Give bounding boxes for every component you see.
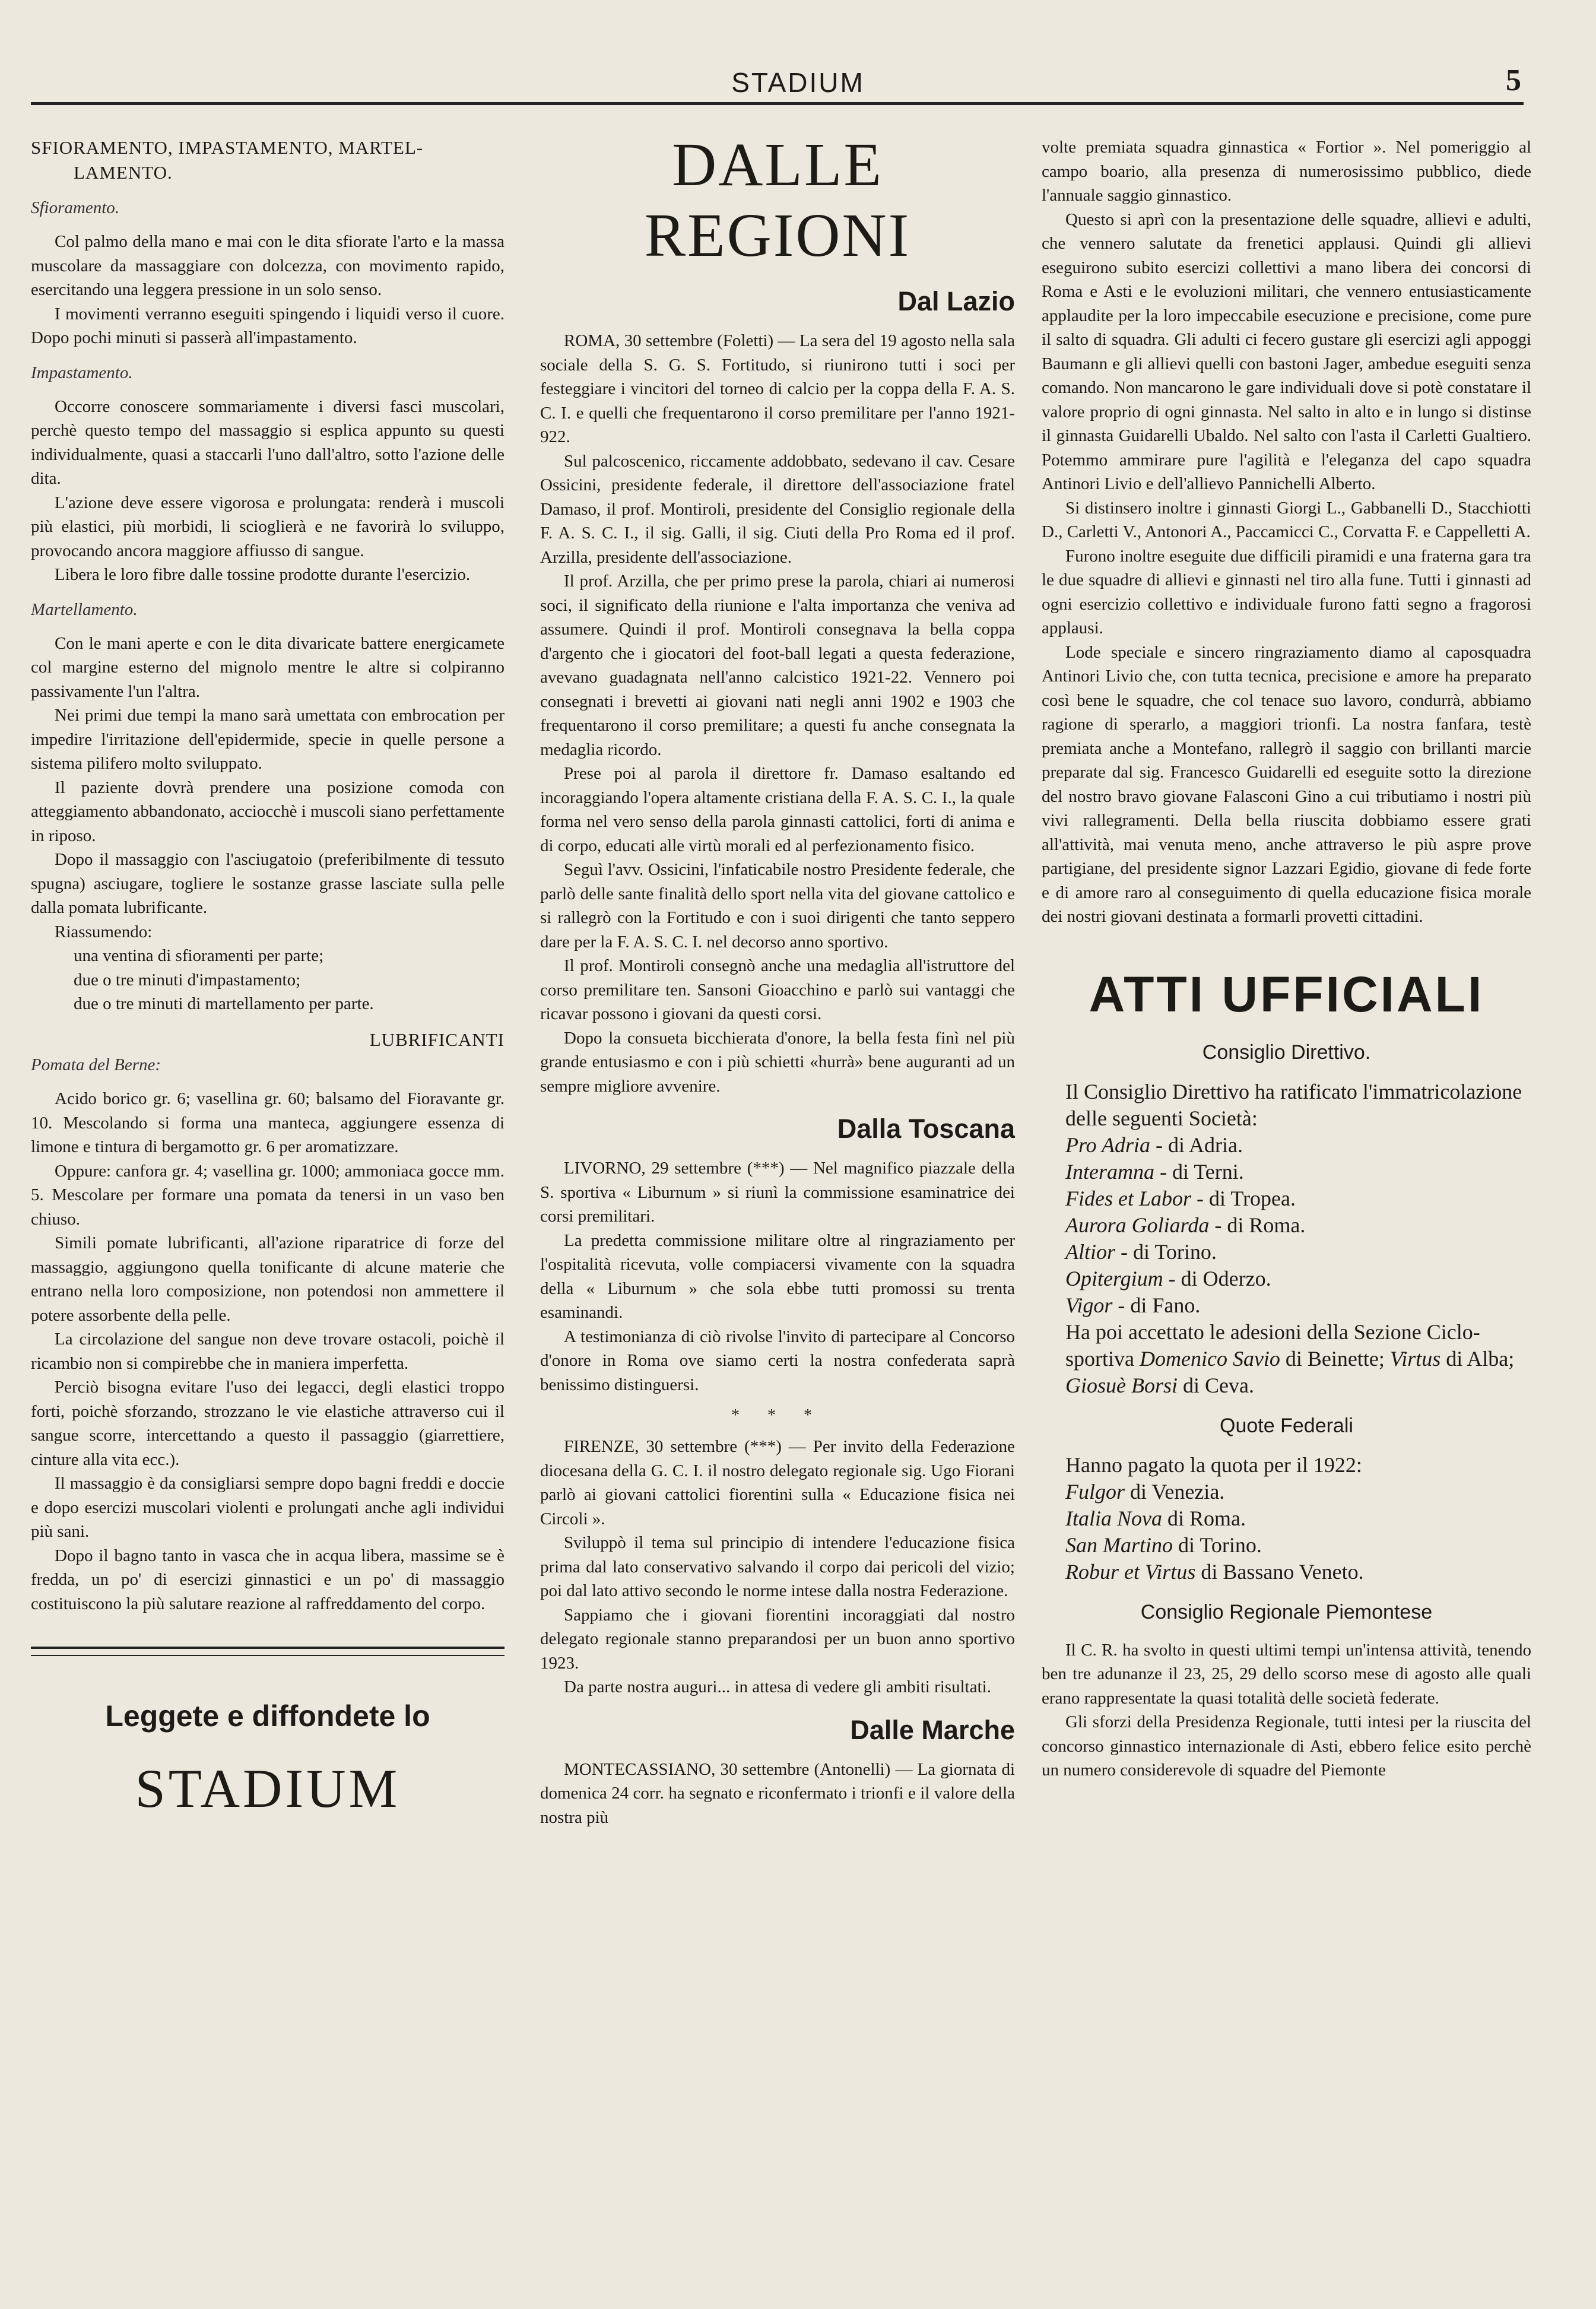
quota-entry	[1042, 1559, 1531, 1585]
promo-masthead: STADIUM	[135, 1758, 401, 1819]
paragraph: Il C. R. ha svolto in questi ultimi tempi un'intensa attività, tenendo ben tre adunanze il 23, 25, 29 dello scorso mese di agosto alle quali erano rappresentate la quasi totalità delle società federate.	[1042, 1640, 1531, 1708]
quota-entry	[1042, 1532, 1531, 1559]
quota-entry	[1042, 1505, 1531, 1532]
society-name: Italia Nova	[1065, 1506, 1162, 1530]
column-right	[1042, 135, 1531, 2296]
paragraph: Gli sforzi della Presidenza Regionale, tutti intesi per la riuscita del concorso ginnastico internazionale di Asti, ebbero felice esito perchè un numero considerevole di squadre del Piemonte	[1042, 1712, 1531, 1780]
section-separator: * * *	[731, 1406, 824, 1425]
paragraph: Da parte nostra auguri... in attesa di vedere gli ambiti risultati.	[564, 1677, 991, 1696]
subheading-martellamento: Martellamento.	[31, 600, 138, 619]
society-name: Vigor	[1065, 1293, 1113, 1317]
paragraph: Col palmo della mano e mai con le dita sfiorate l'arto e la massa muscolare da massaggiare con dolcezza, con movimento rapido, esercitando una leggera pressione in un solo senso.	[31, 232, 504, 299]
paragraph: Il paziente dovrà prendere una posizione comoda con atteggiamento abbandonato, acciocchè i muscoli siano perfettamente in riposo.	[31, 778, 504, 845]
paragraph: Si distinsero inoltre i ginnasti Giorgi L., Gabbanelli D., Stacchiotti D., Carletti V., Antonori A., Paccamicci C., Corvatta F. e Cappelletti A.	[1042, 498, 1531, 541]
society-place: di Venezia.	[1125, 1479, 1225, 1504]
column-left	[31, 135, 504, 2296]
society-entry	[1042, 1185, 1531, 1212]
paragraph: Libera le loro fibre dalle tossine prodotte durante l'esercizio.	[55, 565, 471, 584]
paragraph: FIRENZE, 30 settembre (***) — Per invito della Federazione diocesana della G. C. I. il nostro delegato regionale sig. Ugo Fiorani parlò ai giovani cattolici fiorentini sulla « Educazione fisica nei Circoli ».	[540, 1437, 1015, 1528]
society-name: Fulgor	[1065, 1479, 1125, 1504]
paragraph: Dopo il massaggio con l'asciugatoio (preferibilmente di tessuto spugna) asciugare, togliere le sostanze grasse lasciate sulla pelle dalla pomata lubrificante.	[31, 850, 504, 917]
society-name: Altior	[1065, 1239, 1116, 1264]
society-place: - di Fano.	[1112, 1293, 1201, 1317]
society-entry	[1042, 1292, 1531, 1319]
society-entry	[1042, 1132, 1531, 1159]
society-entry	[1042, 1265, 1531, 1292]
paragraph: Nei primi due tempi la mano sarà umettata con embrocation per impedire l'irritazione dell'epidermide, specie in quelle persone a sistema pilifero molto sviluppato.	[31, 706, 504, 773]
page-number: 5	[1506, 64, 1521, 97]
summary-item: due o tre minuti di martellamento per parte.	[74, 994, 374, 1013]
society-place: di Torino.	[1173, 1533, 1262, 1557]
paragraph: Il prof. Arzilla, che per primo prese la parola, chiari ai numerosi soci, il significato della riunione e l'alta importanza che veniva ad assumere. Quindi il prof. Montiroli consegnava la bella coppa d'argento che i giocatori del foot-ball legati a questa federazione, avevano guadagnata nell'anno calcistico 1921-22. Vennero poi consegnati i brevetti ai giovani nati negli anni 1902 e 1903 che frequentarono il corso premilitare; a questi fu anche consegnata la medaglia ricordo.	[540, 572, 1015, 759]
paragraph: I movimenti verranno eseguiti spingendo i liquidi verso il cuore. Dopo pochi minuti si passerà all'impastamento.	[31, 304, 504, 347]
running-header-title: STADIUM	[731, 67, 865, 98]
society-entry	[1042, 1159, 1531, 1185]
paragraph: volte premiata squadra ginnastica « Fortior ». Nel pomeriggio al campo boario, alla presenza di numerosissimo pubblico, diede l'annuale saggio ginnastico.	[1042, 138, 1531, 205]
paragraph: Dopo la consueta bicchierata d'onore, la bella festa finì nel più grande entusiasmo e con i più schietti «hurrà» bene auguranti ad un sempre migliore avvenire.	[540, 1028, 1015, 1096]
header-rule	[31, 102, 1524, 105]
region-heading-marche: Dalle Marche	[850, 1714, 1015, 1745]
society-name: Aurora Goliarda	[1065, 1213, 1210, 1237]
paragraph: La circolazione del sangue non deve trovare ostacoli, poichè il ricambio non si compirebbe che in maniera imperfetta.	[31, 1330, 504, 1373]
paragraph: A testimonianza di ciò rivolse l'invito di partecipare al Concorso d'onore in Roma ove siamo certi la nostra confederata saprà benissimo distinguersi.	[540, 1327, 1015, 1394]
paragraph: Con le mani aperte e con le dita divaricate battere energicamete col margine esterno del mignolo mentre le altre si colpiranno passivamente l'un l'altra.	[31, 633, 504, 701]
paragraph: Simili pomate lubrificanti, all'azione riparatrice di forze del massaggio, aggiungono quella tonificante di alcune materie che entrano nella loro composizione, non potendosi non ammettere il potere assorbente della pelle.	[31, 1233, 504, 1325]
region-heading-lazio: Dal Lazio	[897, 286, 1015, 316]
society-name: San Martino	[1065, 1533, 1173, 1557]
section-title-regioni: DALLE REGIONI	[644, 135, 911, 269]
divider-rule	[31, 1647, 504, 1656]
society-place: di Bassano Veneto.	[1195, 1559, 1364, 1584]
lubrificanti-heading: LUBRIFICANTI	[369, 1029, 504, 1050]
society-name: Robur et Virtus	[1065, 1559, 1196, 1584]
paragraph: L'azione deve essere vigorosa e prolungata: renderà i muscoli più elastici, più morbidi, li scioglierà e ne favorirà lo sviluppo, provocando ancora maggiore affiusso di sangue.	[31, 493, 504, 560]
paragraph: Perciò bisogna evitare l'uso dei legacci, degli elastici troppo forti, poichè sforzando, strozzano le vie elastiche attraverso cui il sangue scorre, intercettando a questo il passaggio (giarrettiere, cinture alla vita ecc.).	[31, 1378, 504, 1469]
subheading-pomata: Pomata del Berne:	[31, 1055, 161, 1074]
adesioni-paragraph: Ha poi accettato le adesioni della Sezione Ciclo-sportiva Domenico Savio di Beinette; Virtus di Alba; Giosuè Borsi di Ceva.	[1065, 1320, 1515, 1397]
quota-entry	[1042, 1479, 1531, 1505]
summary-item: una ventina di sfioramenti per parte;	[74, 946, 324, 965]
massage-heading-cont: LAMENTO.	[74, 162, 173, 183]
promo-text: Leggete e diffondete lo	[105, 1699, 430, 1733]
paragraph: Occorre conoscere sommariamente i diversi fasci muscolari, perchè questo tempo del massaggio si esplica appunto su questi individualmente, quasi a staccarli l'uno dall'altro, sotto l'azione delle dita.	[31, 397, 504, 488]
paragraph: Acido borico gr. 6; vasellina gr. 60; balsamo del Fioravante gr. 10. Mescolando si forma una manteca, aggiungere essenza di limone e tintura di bergamotto gr. 6 per aromatizzare.	[31, 1089, 504, 1156]
paragraph: Lode speciale e sincero ringraziamento diamo al caposquadra Antinori Livio che, con tutta tecnica, precisione e amore ha preparato così bene le squadre, che col tenace suo lavoro, condurrà, abbiamo ragione di sperarlo, a maggiori trionfi. La nostra fanfara, testè premiata anche a Montefano, rallegrò il saggio con brillanti marcie preparate dal sig. Francesco Guidarelli ed eseguite sotto la direzione del nostro bravo giovane Falasconi Gino a cui tributiamo i nostri più vivi rallegramenti. Della bella riuscita dobbiamo essere grati all'attività, mai venuta meno, anche attraverso le più aspre prove partigiane, del presidente signor Lazzari Egidio, giovane di fede forte e di amore raro al conseguimento di quella educazione fisica morale dei nostri giovani destinata a formarli provetti cittadini.	[1042, 642, 1531, 926]
society-entry	[1042, 1239, 1531, 1265]
society-place: - di Adria.	[1150, 1133, 1243, 1157]
paragraph: Furono inoltre eseguite due difficili piramidi e una fraterna gara tra le due squadre di allievi e ginnasti nel tiro alla fune. Tutti i ginnasti ad ogni esercizio collettivo e individuale furono fatti segno a fragorosi applausi.	[1042, 546, 1531, 637]
paragraph: Sappiamo che i giovani fiorentini incoraggiati dal nostro delegato regionale stanno preparandosi per un buon anno sportivo 1923.	[540, 1605, 1015, 1673]
paragraph: Prese poi al parola il direttore fr. Damaso esaltando ed incoraggiando l'opera altamente cristiana della F. A. S. C. I., la quale forma nel vero senso della parola ginnasti cattolici, forti di anima e di corpo, educati alle virtù morali ed al perfezionamento fisico.	[540, 764, 1015, 855]
massage-heading: SFIORAMENTO, IMPASTAMENTO, MARTEL-	[31, 137, 424, 158]
paragraph: Oppure: canfora gr. 4; vasellina gr. 1000; ammoniaca gocce mm. 5. Mescolare per formare una pomata da tenersi in un vaso ben chiuso.	[31, 1161, 504, 1229]
society-place: - di Terni.	[1154, 1159, 1244, 1184]
paragraph: Il massaggio è da consigliarsi sempre dopo bagni freddi e doccie e dopo esercizi muscolari violenti e prolungati anche agli individui più sani.	[31, 1474, 504, 1541]
paragraph: Dopo il bagno tanto in vasca che in acqua libera, massime se è fredda, un po' di esercizi ginnastici e un po' di massaggio costituiscono la più salutare reazione al raffreddamento del corpo.	[31, 1546, 504, 1613]
summary-item: due o tre minuti d'impastamento;	[74, 970, 301, 989]
paragraph: Il prof. Montiroli consegnò anche una medaglia all'istruttore del corso premilitare ten. Sansoni Gioacchino e parlò sui vantaggi che ricavar possono i giovani da questi corsi.	[540, 956, 1015, 1023]
paragraph: Seguì l'avv. Ossicini, l'infaticabile nostro Presidente federale, che parlò delle sante finalità dello sport nella vita del giovane cattolico e si rallegrò con la Fortitudo e con i suoi dirigenti che tanto seppero dare per la F. A. S. C. I. nel decorso anno sportivo.	[540, 860, 1015, 951]
paragraph: MONTECASSIANO, 30 settembre (Antonelli) — La giornata di domenica 24 corr. ha segnato e riconfermato i trionfi e il valore della nostra più	[540, 1759, 1015, 1827]
subheading-consiglio-piemontese: Consiglio Regionale Piemontese	[1140, 1600, 1433, 1623]
subheading-sfioramento: Sfioramento.	[31, 198, 120, 217]
subheading-consiglio-direttivo: Consiglio Direttivo.	[1202, 1041, 1371, 1064]
society-place: di Roma.	[1162, 1506, 1246, 1530]
society-name: Fides et Labor	[1065, 1186, 1191, 1210]
column-center	[540, 135, 1015, 2296]
society-place: - di Roma.	[1209, 1213, 1306, 1237]
society-place: - di Tropea.	[1191, 1186, 1296, 1210]
society-place: - di Torino.	[1115, 1239, 1217, 1264]
subheading-quote-federali: Quote Federali	[1220, 1414, 1353, 1437]
paragraph: Hanno pagato la quota per il 1922:	[1065, 1452, 1362, 1477]
society-entry	[1042, 1212, 1531, 1239]
paragraph: La predetta commissione militare oltre al ringraziamento per l'ospitalità ricevuta, volle compiacersi vivamente con la squadra della « Liburnum » che sola ebbe tutti promossi su trenta esaminandi.	[540, 1230, 1015, 1322]
society-name: Interamna	[1065, 1159, 1154, 1184]
atti-ufficiali-title: ATTI UFFICIALI	[1089, 966, 1484, 1022]
paragraph: LIVORNO, 29 settembre (***) — Nel magnifico piazzale della S. sportiva « Liburnum » si riunì la commissione esaminatrice dei corsi premilitari.	[540, 1159, 1015, 1226]
riassumendo-label: Riassumendo:	[55, 922, 153, 941]
paragraph: Sul palcoscenico, riccamente addobbato, sedevano il cav. Cesare Ossicini, presidente federale, il direttore dell'associazione fratel Damaso, il prof. Montiroli, presidente del Consiglio regionale della F. A. S. C. I., il sig. Galli, il sig. Ciuti della Pro Roma ed il prof. Arzilla, presidente dell'associazione.	[540, 451, 1015, 567]
region-heading-toscana: Dalla Toscana	[837, 1114, 1015, 1144]
paragraph: ROMA, 30 settembre (Foletti) — La sera del 19 agosto nella sala sociale della S. G. S. Fortitudo, si riunirono tutti i soci per festeggiare i vincitori del torneo di calcio per la coppa della F. A. S. C. I. e quelli che frequentarono il corso premilitare per l'anno 1921-922.	[540, 331, 1015, 446]
society-place: - di Oderzo.	[1163, 1266, 1271, 1290]
subheading-impastamento: Impastamento.	[31, 363, 133, 382]
society-name: Pro Adria	[1065, 1133, 1151, 1157]
society-name: Opitergium	[1065, 1266, 1163, 1290]
paragraph: Sviluppò il tema sul principio di intendere l'educazione fisica prima dal lato conservativo salvando il corpo dai pericoli del vizio; poi dal lato attivo secondo le norme intese dalla nostra Federazione.	[540, 1533, 1015, 1600]
paragraph: Il Consiglio Direttivo ha ratificato l'immatricolazione delle seguenti Società:	[1065, 1079, 1522, 1130]
paragraph: Questo si aprì con la presentazione delle squadre, allievi e adulti, che vennero salutate da frenetici applausi. Quindi gli allievi eseguirono subito esercizi collettivi a mano libera dei concorsi di Roma e Asti e le evoluzioni militari, che vennero entusiasticamente applaudite per la loro impeccabile esecuzione e precisione, come pure il salto di squadra. Gli adulti ci fecero gustare gli esercizi agli appoggi Baumann e gli allievi quelli con bastoni Jager, ambedue eseguiti senza comando. Non mancarono le gare individuali dove si potè constatare il valore proprio di ogni ginnasta. Nel salto in alto e in lungo si distinse il ginnasta Guidarelli Ubaldo. Nel salto con l'asta il Carletti Gualtiero. Potemmo ammirare pure l'agilità e l'eleganza del capo squadra Antinori Livio e dell'allievo Pannichelli Alberto.	[1042, 210, 1531, 493]
